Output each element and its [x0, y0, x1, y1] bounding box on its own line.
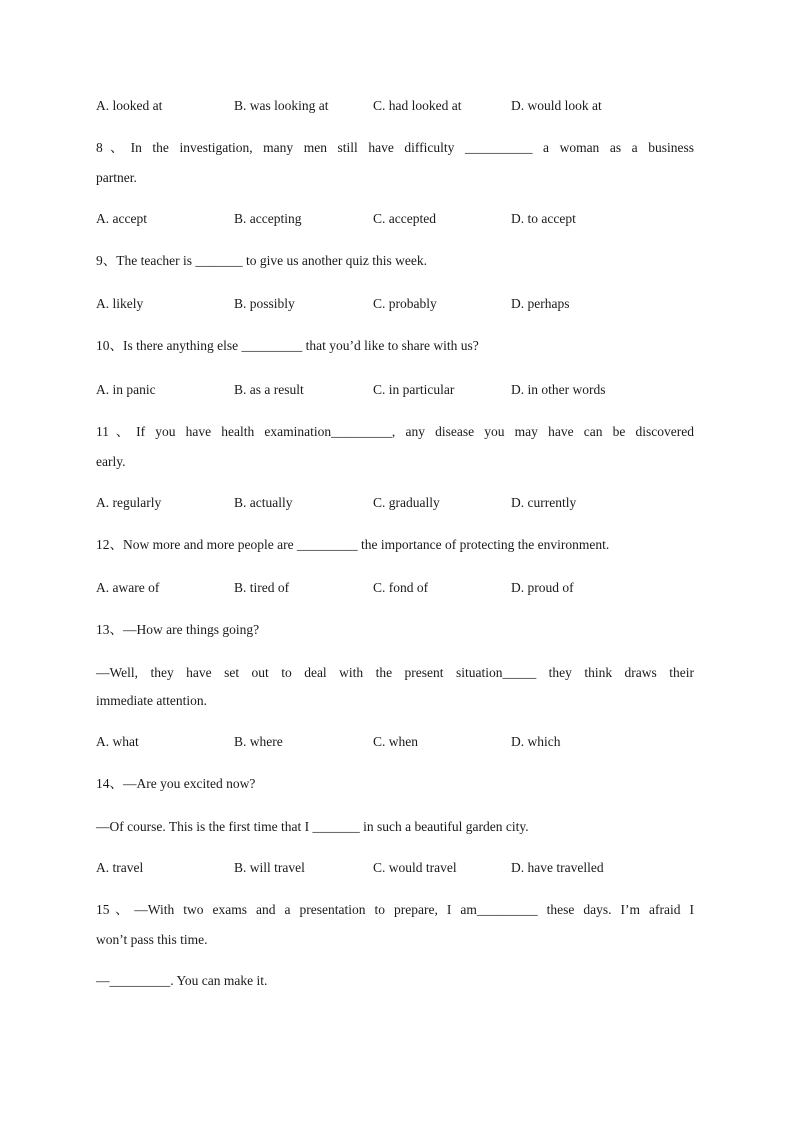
q12-option-a: A. aware of [96, 580, 160, 595]
q13-stem-line2: —Well, they have set out to deal with the present situation_____ they think draws their [96, 665, 694, 680]
q15-stem-line2: won’t pass this time. [96, 932, 208, 947]
q11-option-a: A. regularly [96, 495, 162, 510]
q14-stem-line2: —Of course. This is the first time that I _______ in such a beautiful garden city. [96, 819, 529, 834]
q11-stem-line2: early. [96, 454, 126, 469]
q15-stem-line1: 15、—With two exams and a presentation to prepare, I am_________ these days. I’m afraid I [96, 902, 694, 917]
q13-option-b: B. where [234, 734, 283, 749]
q9-stem: 9、The teacher is _______ to give us another quiz this week. [96, 253, 428, 268]
q15-stem-line3: —_________. You can make it. [96, 973, 268, 988]
q12-stem: 12、Now more and more people are _________ the importance of protecting the environment. [96, 537, 610, 552]
q13-stem-line1: 13、—How are things going? [96, 622, 260, 637]
q8-option-c: C. accepted [373, 211, 436, 226]
q9-option-d: D. perhaps [511, 296, 570, 311]
q13-option-c: C. when [373, 734, 418, 749]
q8-option-b: B. accepting [234, 211, 302, 226]
q13-option-a: A. what [96, 734, 139, 749]
q10-option-a: A. in panic [96, 382, 156, 397]
q14-option-a: A. travel [96, 860, 144, 875]
q8-stem-line2: partner. [96, 170, 137, 185]
q10-option-d: D. in other words [511, 382, 606, 397]
q14-option-d: D. have travelled [511, 860, 604, 875]
q10-stem: 10、Is there anything else _________ that you’d like to share with us? [96, 338, 479, 353]
q10-option-b: B. as a result [234, 382, 304, 397]
q7-option-b: B. was looking at [234, 98, 329, 113]
q11-option-c: C. gradually [373, 495, 440, 510]
q10-option-c: C. in particular [373, 382, 455, 397]
q12-option-b: B. tired of [234, 580, 290, 595]
q9-option-a: A. likely [96, 296, 144, 311]
q8-option-a: A. accept [96, 211, 147, 226]
q7-option-d: D. would look at [511, 98, 602, 113]
q9-option-c: C. probably [373, 296, 437, 311]
q9-option-b: B. possibly [234, 296, 295, 311]
q12-option-d: D. proud of [511, 580, 574, 595]
q8-option-d: D. to accept [511, 211, 576, 226]
q14-option-b: B. will travel [234, 860, 305, 875]
q8-stem-line1: 8、In the investigation, many men still have difficulty __________ a woman as a business [96, 140, 694, 155]
q7-option-c: C. had looked at [373, 98, 462, 113]
q11-stem-line1: 11、If you have health examination_________, any disease you may have can be discovered [96, 424, 694, 439]
q11-option-d: D. currently [511, 495, 577, 510]
q14-stem-line1: 14、—Are you excited now? [96, 776, 256, 791]
q13-stem-line3: immediate attention. [96, 693, 207, 708]
q13-option-d: D. which [511, 734, 561, 749]
q11-option-b: B. actually [234, 495, 293, 510]
q7-option-a: A. looked at [96, 98, 163, 113]
q14-option-c: C. would travel [373, 860, 457, 875]
q12-option-c: C. fond of [373, 580, 429, 595]
